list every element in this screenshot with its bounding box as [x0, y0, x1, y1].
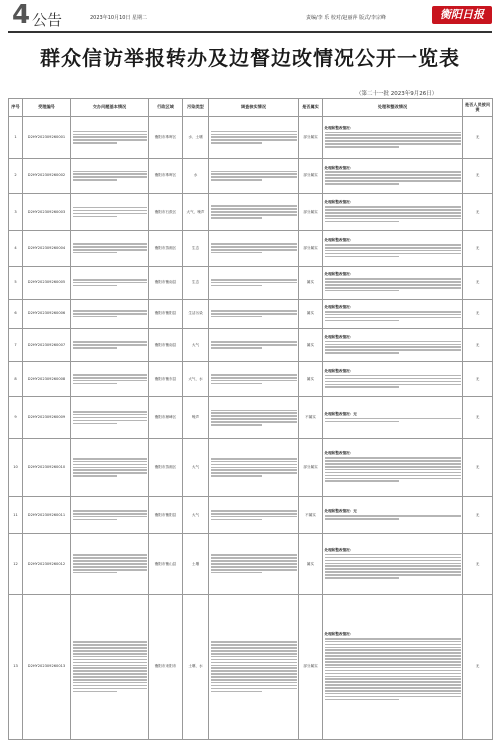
administrative-region: 衡阳市衡南县 — [149, 328, 183, 361]
row-number: 7 — [9, 328, 23, 361]
rectification-label: 处理和整改情况： — [324, 272, 354, 277]
administrative-region: 衡阳市衡东县 — [149, 362, 183, 397]
row-number: 10 — [9, 438, 23, 496]
administrative-region: 衡阳市蒸湘区 — [149, 231, 183, 266]
accountability-status: 无 — [463, 193, 493, 230]
pollution-type: 大气 — [183, 496, 209, 533]
rectification-label: 处理和整改情况： — [324, 548, 354, 552]
rectification-result — [323, 438, 463, 496]
verified-status: 部分属实 — [299, 193, 323, 230]
rectification-label: 处理和整改情况： — [324, 451, 354, 456]
table-row — [9, 266, 493, 299]
rectification-result — [323, 362, 463, 397]
verified-status: 部分属实 — [299, 158, 323, 193]
issue-description — [71, 266, 149, 299]
rectification-result — [323, 266, 463, 299]
case-id: D2HY202309260008 — [23, 362, 71, 397]
column-header: 序号 — [9, 99, 23, 117]
row-number: 11 — [9, 496, 23, 533]
investigation-findings — [209, 231, 299, 266]
table-row — [9, 397, 493, 439]
rectification-result — [323, 594, 463, 739]
pollution-type: 大气 — [183, 328, 209, 361]
verified-status: 属实 — [299, 299, 323, 328]
pollution-type: 生活污染 — [183, 299, 209, 328]
table-row — [9, 231, 493, 266]
column-header: 调查核实情况 — [209, 99, 299, 117]
case-id: D2HY202309260003 — [23, 193, 71, 230]
verified-status: 属实 — [299, 266, 323, 299]
editor-credits: 责编/李 乐 校对/赵丽萍 版式/李宗峰 — [306, 15, 386, 21]
rectification-label: 处理和整改情况：无 — [324, 509, 357, 514]
table-row — [9, 438, 493, 496]
investigation-findings — [209, 328, 299, 361]
table-header-row — [9, 99, 493, 117]
table-row — [9, 158, 493, 193]
case-id: D2HY202309260013 — [23, 594, 71, 739]
column-header: 处理和整改情况 — [323, 99, 463, 117]
rectification-result — [323, 193, 463, 230]
accountability-status: 无 — [463, 438, 493, 496]
issue-description — [71, 158, 149, 193]
accountability-status: 无 — [463, 496, 493, 533]
row-number: 6 — [9, 299, 23, 328]
page-number: 4 — [12, 0, 31, 30]
issue-description — [71, 594, 149, 739]
administrative-region: 衡阳市石鼓区 — [149, 193, 183, 230]
investigation-findings — [209, 397, 299, 439]
investigation-findings — [209, 266, 299, 299]
pollution-type: 生态 — [183, 266, 209, 299]
rectification-result — [323, 496, 463, 533]
row-number: 4 — [9, 231, 23, 266]
table-row — [9, 117, 493, 159]
rectification-label: 处理和整改情况： — [324, 200, 354, 205]
verified-status: 属实 — [299, 534, 323, 594]
complaints-table — [8, 98, 493, 740]
row-number: 13 — [9, 594, 23, 739]
pollution-type: 生态 — [183, 231, 209, 266]
column-header: 污染类型 — [183, 99, 209, 117]
table-row — [9, 534, 493, 594]
investigation-findings — [209, 438, 299, 496]
pollution-type: 水 — [183, 158, 209, 193]
administrative-region: 衡阳市雁峰区 — [149, 397, 183, 439]
newspaper-logo: 衡阳日报 — [432, 6, 492, 24]
accountability-status: 无 — [463, 534, 493, 594]
investigation-findings — [209, 158, 299, 193]
header-rule — [8, 31, 492, 33]
section-name: 公告 — [32, 11, 63, 29]
accountability-status: 无 — [463, 362, 493, 397]
issue-description — [71, 362, 149, 397]
accountability-status: 无 — [463, 231, 493, 266]
case-id: D2HY202309260002 — [23, 158, 71, 193]
verified-status: 属实 — [299, 362, 323, 397]
investigation-findings — [209, 594, 299, 739]
issue-description — [71, 328, 149, 361]
verified-status: 不属实 — [299, 397, 323, 439]
pollution-type: 大气、水 — [183, 362, 209, 397]
rectification-result — [323, 397, 463, 439]
case-id: D2HY202309260005 — [23, 266, 71, 299]
verified-status: 部分属实 — [299, 594, 323, 739]
row-number: 8 — [9, 362, 23, 397]
administrative-region: 衡阳市珠晖区 — [149, 158, 183, 193]
issue-description — [71, 534, 149, 594]
accountability-status: 无 — [463, 328, 493, 361]
row-number: 1 — [9, 117, 23, 159]
rectification-result — [323, 158, 463, 193]
table-row — [9, 362, 493, 397]
rectification-label: 处理和整改情况： — [324, 238, 354, 243]
row-number: 12 — [9, 534, 23, 594]
verified-status: 部分属实 — [299, 231, 323, 266]
pollution-type: 水、土壤 — [183, 117, 209, 159]
column-header: 是否人员被问责 — [463, 99, 493, 117]
administrative-region: 衡阳市衡阳县 — [149, 496, 183, 533]
row-number: 9 — [9, 397, 23, 439]
verified-status: 部分属实 — [299, 438, 323, 496]
row-number: 3 — [9, 193, 23, 230]
investigation-findings — [209, 534, 299, 594]
issue-description — [71, 299, 149, 328]
pollution-type: 噪声 — [183, 397, 209, 439]
administrative-region: 衡阳市珠晖区 — [149, 117, 183, 159]
rectification-label: 处理和整改情况： — [324, 165, 354, 170]
issue-description — [71, 193, 149, 230]
accountability-status: 无 — [463, 158, 493, 193]
rectification-result — [323, 231, 463, 266]
row-number: 5 — [9, 266, 23, 299]
administrative-region: 衡阳市衡阳县 — [149, 299, 183, 328]
verified-status: 部分属实 — [299, 117, 323, 159]
issue-date: 2023年10月10日 星期二 — [90, 15, 148, 21]
case-id: D2HY202309260007 — [23, 328, 71, 361]
administrative-region: 衡阳市衡山县 — [149, 534, 183, 594]
accountability-status: 无 — [463, 117, 493, 159]
case-id: D2HY202309260010 — [23, 438, 71, 496]
rectification-label: 处理和整改情况： — [324, 305, 354, 310]
investigation-findings — [209, 117, 299, 159]
rectification-label: 处理和整改情况： — [324, 368, 354, 373]
verified-status: 属实 — [299, 328, 323, 361]
batch-subtitle: （第二十一批 2023年9月26日） — [356, 91, 438, 97]
pollution-type: 大气、噪声 — [183, 193, 209, 230]
rectification-label: 处理和整改情况：无 — [324, 411, 357, 416]
issue-description — [71, 496, 149, 533]
column-header: 是否属实 — [299, 99, 323, 117]
rectification-result — [323, 534, 463, 594]
investigation-findings — [209, 299, 299, 328]
page-title: 群众信访举报转办及边督边改情况公开一览表 — [40, 46, 460, 70]
table-row — [9, 193, 493, 230]
issue-description — [71, 438, 149, 496]
rectification-result — [323, 117, 463, 159]
table-row — [9, 299, 493, 328]
issue-description — [71, 117, 149, 159]
rectification-label: 处理和整改情况： — [324, 334, 354, 339]
investigation-findings — [209, 193, 299, 230]
accountability-status: 无 — [463, 594, 493, 739]
case-id: D2HY202309260004 — [23, 231, 71, 266]
issue-description — [71, 231, 149, 266]
rectification-result — [323, 328, 463, 361]
rectification-result — [323, 299, 463, 328]
investigation-findings — [209, 362, 299, 397]
page-header — [0, 0, 500, 30]
accountability-status: 无 — [463, 299, 493, 328]
column-header: 交办问题基本情况 — [71, 99, 149, 117]
accountability-status: 无 — [463, 266, 493, 299]
table-row — [9, 594, 493, 739]
column-header: 行政区域 — [149, 99, 183, 117]
issue-description — [71, 397, 149, 439]
administrative-region: 衡阳市耒阳市 — [149, 594, 183, 739]
case-id: D2HY202309260009 — [23, 397, 71, 439]
case-id: D2HY202309260011 — [23, 496, 71, 533]
administrative-region: 衡阳市衡南县 — [149, 266, 183, 299]
table-body — [9, 117, 493, 740]
row-number: 2 — [9, 158, 23, 193]
case-id: D2HY202309260001 — [23, 117, 71, 159]
rectification-label: 处理和整改情况： — [324, 632, 354, 637]
pollution-type: 土壤 — [183, 534, 209, 594]
investigation-findings — [209, 496, 299, 533]
table-row — [9, 496, 493, 533]
pollution-type: 土壤、水 — [183, 594, 209, 739]
administrative-region: 衡阳市蒸湘区 — [149, 438, 183, 496]
rectification-label: 处理和整改情况： — [324, 125, 354, 130]
column-header: 受理编号 — [23, 99, 71, 117]
pollution-type: 大气 — [183, 438, 209, 496]
accountability-status: 无 — [463, 397, 493, 439]
case-id: D2HY202309260006 — [23, 299, 71, 328]
table-row — [9, 328, 493, 361]
verified-status: 不属实 — [299, 496, 323, 533]
case-id: D2HY202309260012 — [23, 534, 71, 594]
